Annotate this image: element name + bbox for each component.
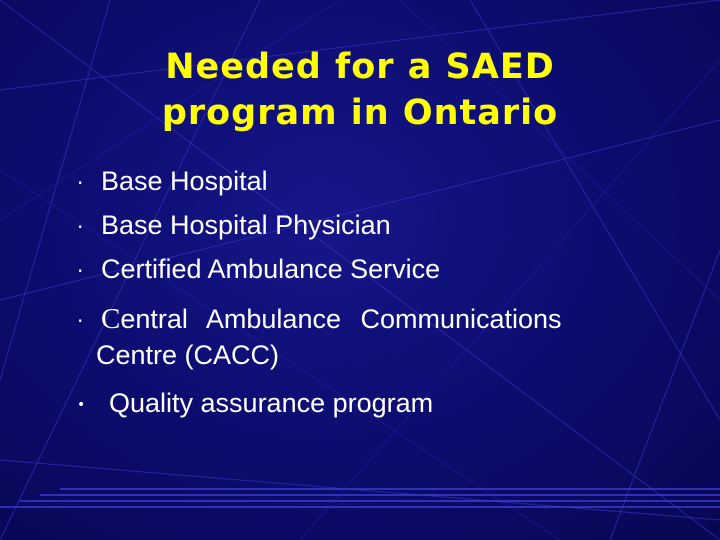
bullet-item	[77, 302, 562, 338]
bullet-text: Base Hospital Physician	[101, 210, 391, 240]
bullet-symbol: ·	[77, 215, 84, 239]
bullet-text-initial: C	[101, 303, 121, 335]
bullet-text: entral Ambulance Communications	[120, 304, 562, 334]
bullet-item	[77, 252, 440, 288]
bullet-text: Certified Ambulance Service	[101, 254, 441, 284]
bullet-item	[77, 208, 391, 244]
bullet-text: Base Hospital	[101, 166, 268, 196]
bullet-item	[77, 164, 268, 200]
bullet-text: Centre (CACC)	[96, 340, 280, 370]
bullet-symbol: ·	[77, 171, 84, 195]
bullet-symbol: ·	[77, 309, 84, 333]
bullet-text: Quality assurance program	[109, 388, 434, 418]
bullet-symbol: ·	[77, 259, 84, 283]
bullet-symbol: •	[77, 397, 86, 413]
bullet-item	[77, 386, 433, 422]
title-line-2: program in Ontario	[161, 93, 559, 133]
title-line-1: Needed for a SAED	[165, 47, 555, 87]
bullet-continuation	[96, 338, 279, 372]
